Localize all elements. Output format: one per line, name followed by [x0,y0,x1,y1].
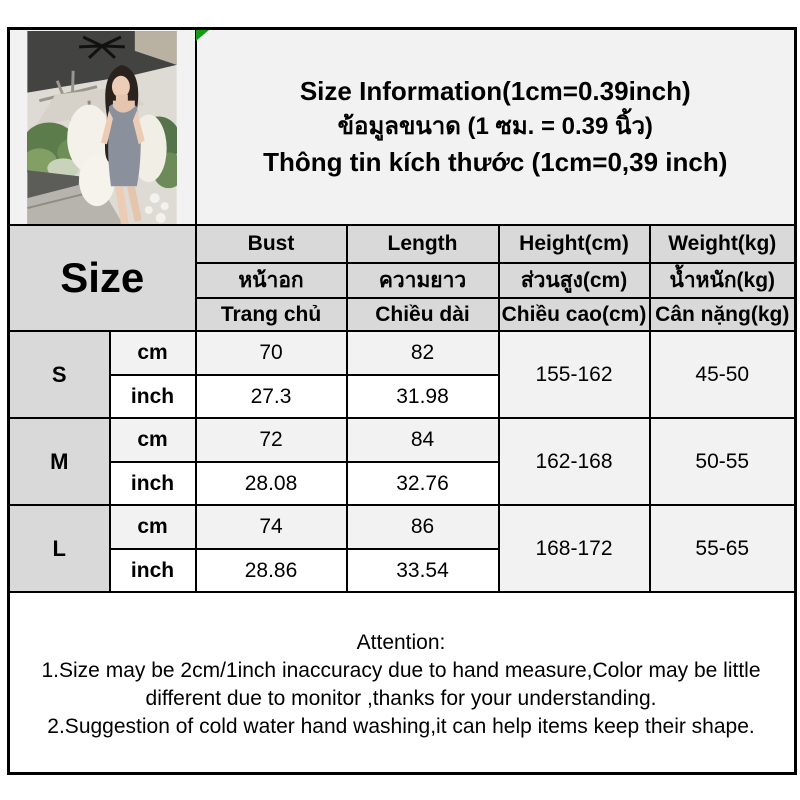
row-s-unit-cm: cm [110,331,196,375]
header-weight-th: น้ำหนัก(kg) [650,263,796,298]
attention-heading: Attention: [356,631,446,655]
row-m-unit-cm: cm [110,418,196,462]
header-bust-vi: Trang chủ [196,298,347,331]
row-l-label: L [9,505,110,592]
cell-m-weight: 50-55 [650,418,796,505]
cell-s-length-cm: 82 [347,331,499,375]
size-header: Size [9,225,196,331]
row-m-unit-inch: inch [110,462,196,505]
header-height-vi: Chiều cao(cm) [499,298,650,331]
cell-l-length-cm: 86 [347,505,499,549]
header-weight-vi: Cân nặng(kg) [650,298,796,331]
cell-m-length-inch: 32.76 [347,462,499,505]
header-height-th: ส่วนสูง(cm) [499,263,650,298]
header-bust-en: Bust [196,225,347,263]
cell-s-bust-inch: 27.3 [196,375,347,418]
header-weight-en: Weight(kg) [650,225,796,263]
row-m-label: M [9,418,110,505]
cell-l-length-inch: 33.54 [347,549,499,592]
cell-m-length-cm: 84 [347,418,499,462]
header-length-th: ความยาว [347,263,499,298]
cell-m-bust-inch: 28.08 [196,462,347,505]
row-l-unit-cm: cm [110,505,196,549]
row-l-unit-inch: inch [110,549,196,592]
header-length-vi: Chiều dài [347,298,499,331]
header-height-en: Height(cm) [499,225,650,263]
attention-section [9,592,796,773]
cell-s-length-inch: 31.98 [347,375,499,418]
attention-note-2: 2.Suggestion of cold water hand washing,it can help items keep their shape. [47,715,755,739]
cell-l-weight: 55-65 [650,505,796,592]
cell-m-height: 162-168 [499,418,650,505]
title-cell [196,29,796,226]
row-s-unit-inch: inch [110,375,196,418]
cell-l-height: 168-172 [499,505,650,592]
title-english: Size Information(1cm=0.39inch) [299,76,691,107]
size-chart-table [7,27,797,775]
title-thai: ข้อมูลขนาด (1 ซม. = 0.39 นิ้ว) [337,112,653,140]
cell-l-bust-inch: 28.86 [196,549,347,592]
green-corner-marker [196,30,209,41]
title-vietnamese: Thông tin kích thước (1cm=0,39 inch) [263,147,728,178]
attention-note-1: 1.Size may be 2cm/1inch inaccuracy due to hand measure,Color may be little different due to monitor ,thanks for your understanding. [41,659,761,711]
header-length-en: Length [347,225,499,263]
cell-s-height: 155-162 [499,331,650,418]
product-photo-cell [9,29,196,226]
cell-s-bust-cm: 70 [196,331,347,375]
cell-l-bust-cm: 74 [196,505,347,549]
row-s-label: S [9,331,110,418]
header-bust-th: หน้าอก [196,263,347,298]
product-photo [27,31,177,224]
cell-s-weight: 45-50 [650,331,796,418]
cell-m-bust-cm: 72 [196,418,347,462]
